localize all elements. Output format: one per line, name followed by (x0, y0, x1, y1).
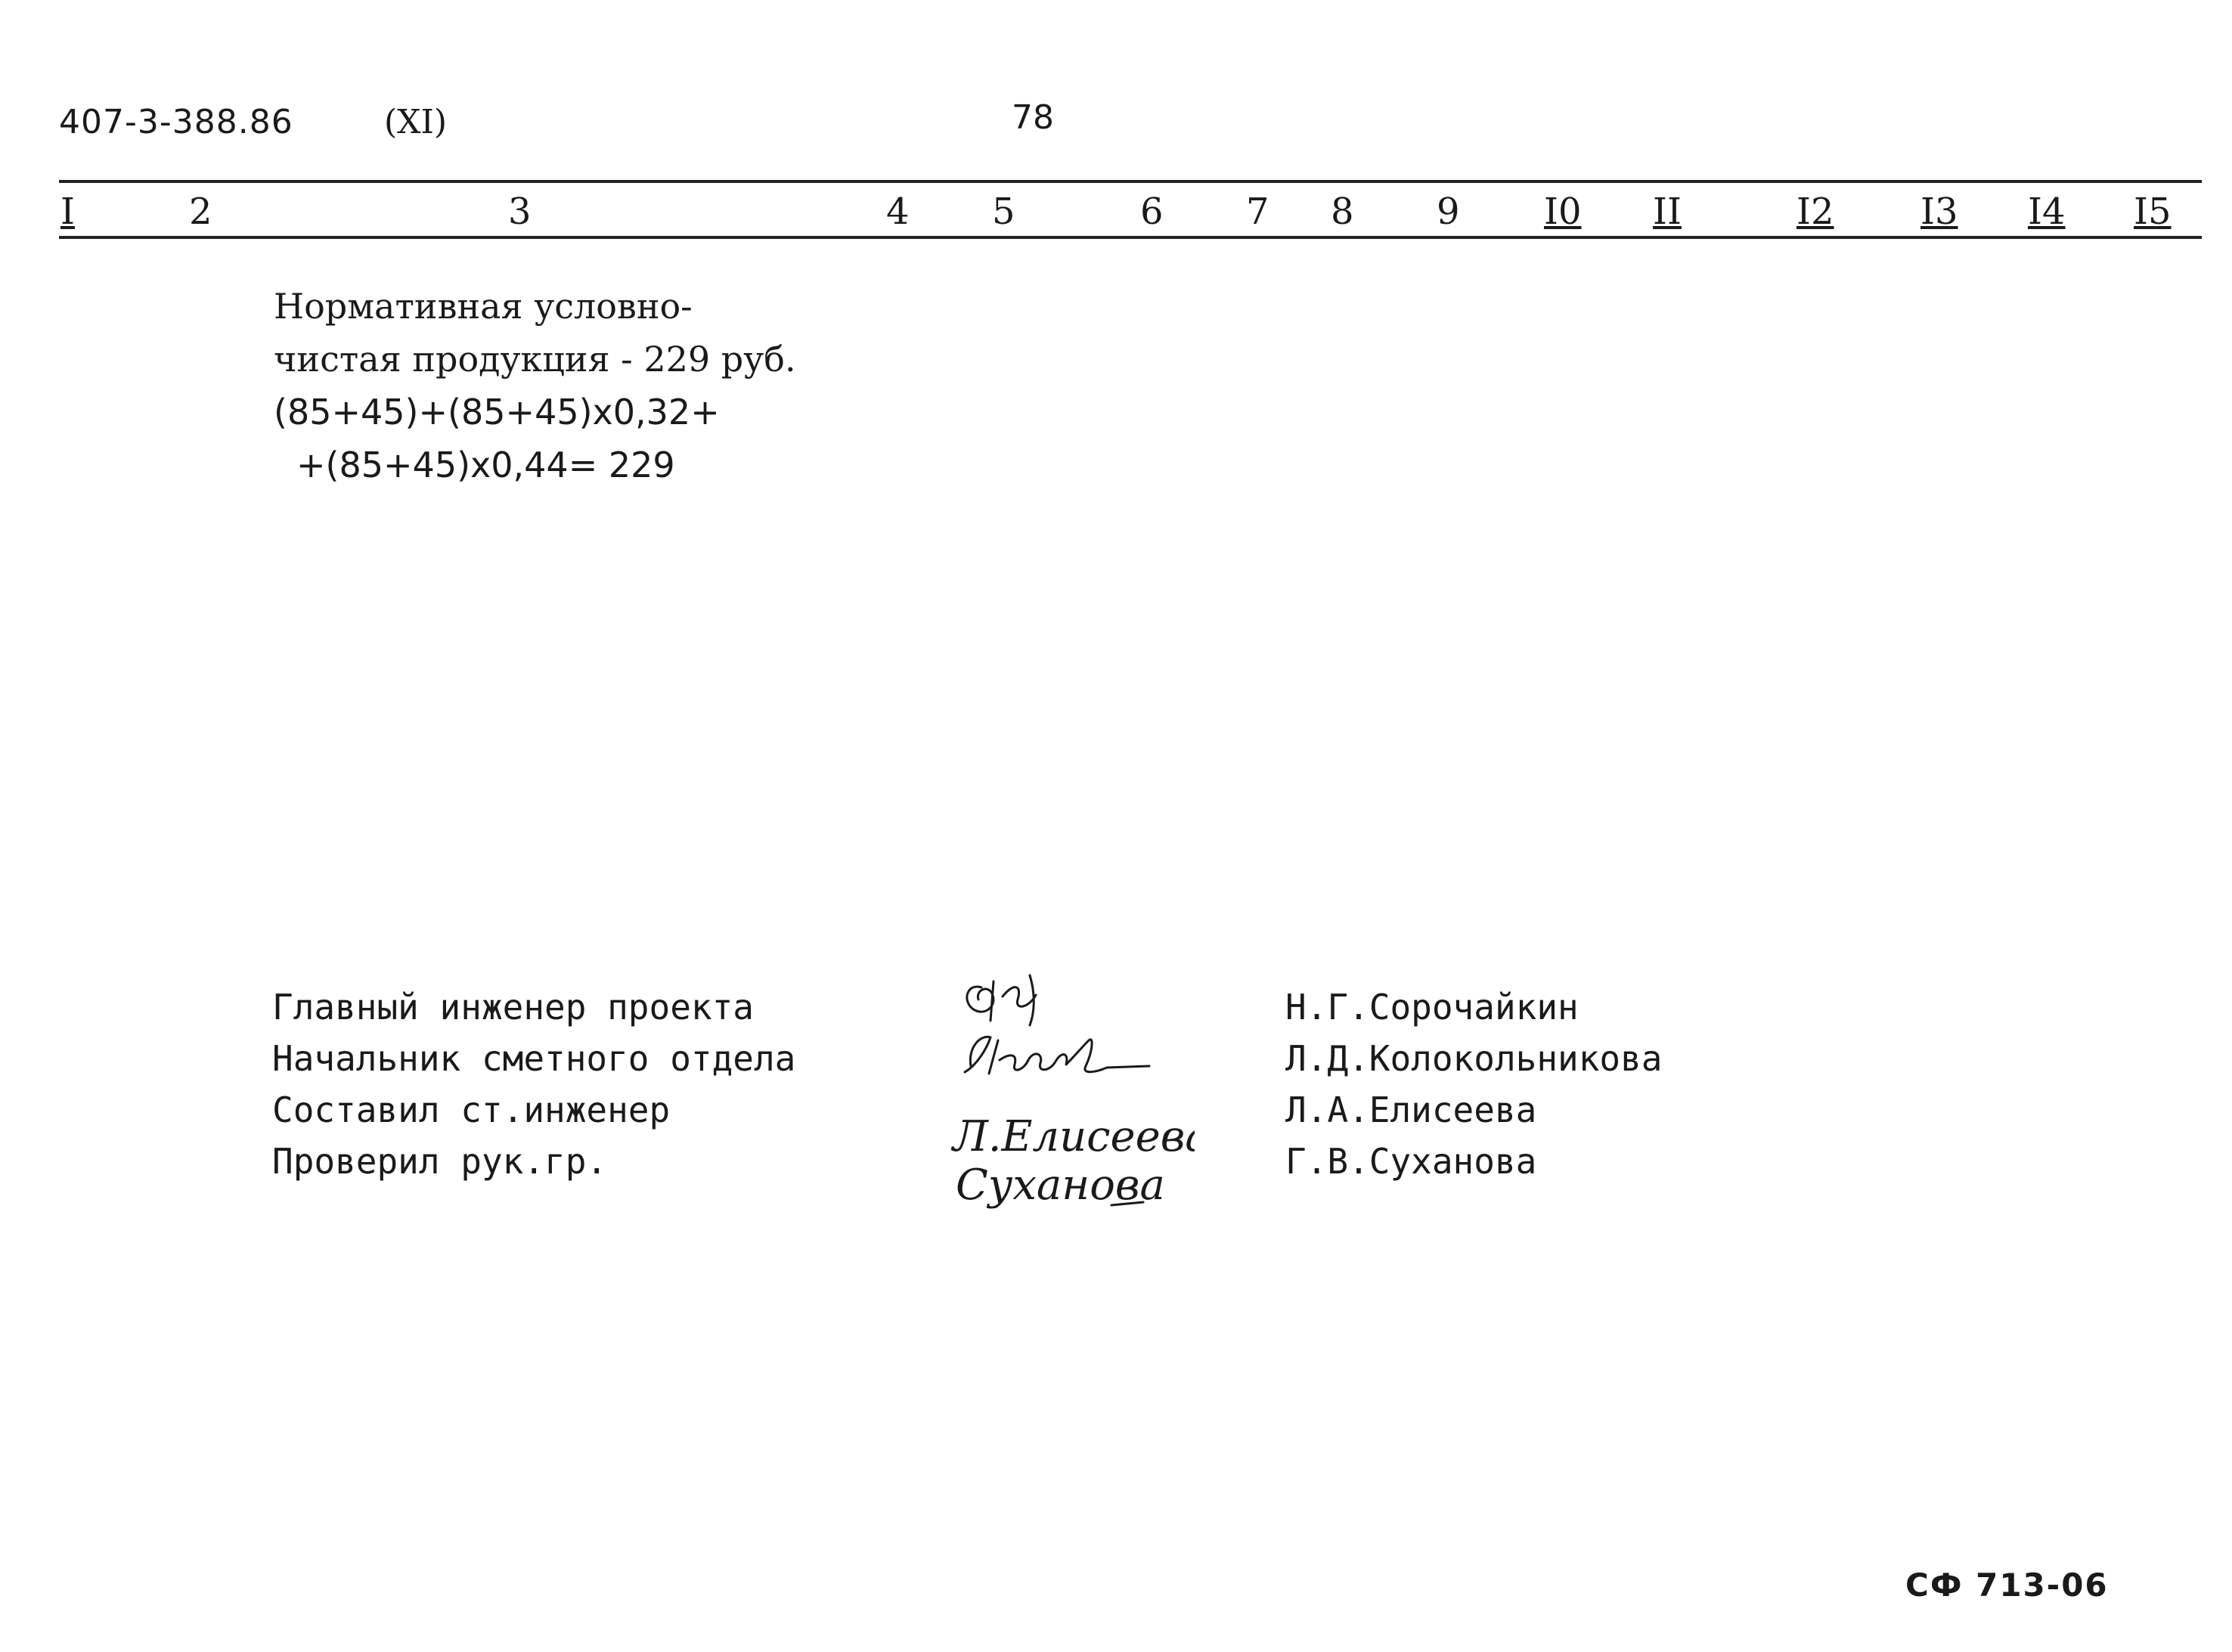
column-number: 3 (508, 191, 532, 233)
column-number: II (1653, 191, 1682, 233)
signature-3: Л.Елисеева (953, 1112, 1195, 1161)
column-number: 5 (992, 191, 1015, 233)
column-number: I (60, 191, 75, 233)
archive-stamp: СФ 713-06 (1905, 1567, 2109, 1604)
table-top-rule (59, 180, 2202, 183)
signer-role: Начальник сметного отдела (272, 1038, 796, 1079)
document-code: 407-3-388.86 (59, 103, 293, 141)
calc-formula: +(85+45)x0,44= 229 (296, 445, 675, 485)
signer-name: Г.В.Суханова (1285, 1141, 1537, 1182)
column-number: 9 (1437, 191, 1460, 233)
column-number: 8 (1331, 191, 1354, 233)
column-number: I2 (1796, 191, 1834, 233)
column-number: 6 (1140, 191, 1164, 233)
page-number: 78 (1012, 98, 1054, 137)
signer-role: Главный инженер проекта (272, 987, 754, 1027)
column-number: 7 (1246, 191, 1269, 233)
column-number: I3 (1920, 191, 1958, 233)
column-number: I4 (2028, 191, 2066, 233)
document-section: (XI) (384, 103, 448, 141)
column-number: I0 (1544, 191, 1582, 233)
column-number: 2 (189, 191, 212, 233)
handwritten-signatures (945, 953, 1195, 1225)
table-bottom-rule (59, 236, 2202, 239)
signer-name: Н.Г.Сорочайкин (1285, 987, 1579, 1027)
calc-line: чистая продукция - 229 руб. (274, 339, 796, 380)
signer-name: Л.Д.Колокольникова (1285, 1038, 1663, 1079)
signature-1 (967, 975, 1036, 1025)
column-number: I5 (2134, 191, 2172, 233)
calc-formula: (85+45)+(85+45)x0,32+ (274, 392, 720, 432)
signer-role: Проверил рук.гр. (272, 1141, 608, 1182)
signer-role: Составил ст.инженер (272, 1089, 671, 1130)
calc-line: Нормативная условно- (274, 286, 693, 327)
signature-2 (965, 1037, 1149, 1074)
signature-4: Суханова (956, 1161, 1165, 1210)
column-number: 4 (886, 191, 910, 233)
signer-name: Л.А.Елисеева (1285, 1089, 1537, 1130)
